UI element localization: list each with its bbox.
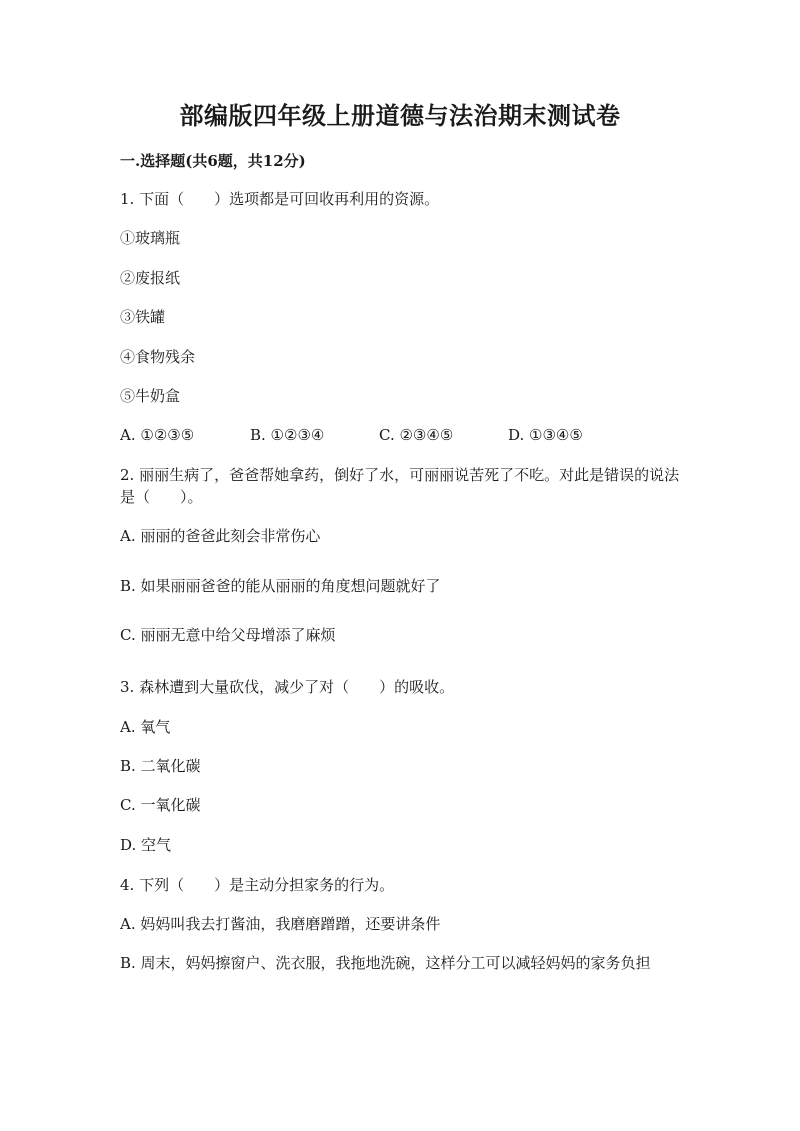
question-1-option-d: D. ①③④⑤ xyxy=(508,426,583,444)
question-1-item-3: ③铁罐 xyxy=(120,308,166,326)
question-3-option-c: C. 一氧化碳 xyxy=(120,796,201,814)
question-2-stem: 2. 丽丽生病了，爸爸帮她拿药，倒好了水，可丽丽说苦死了不吃。对此是错误的说法是（ ）。 xyxy=(120,466,680,506)
question-1-item-5: ⑤牛奶盒 xyxy=(120,387,181,405)
question-4-stem: 4. 下列（ ）是主动分担家务的行为。 xyxy=(120,876,395,894)
question-1-item-2: ②废报纸 xyxy=(120,269,181,287)
question-3-stem: 3. 森林遭到大量砍伐，减少了对（ ）的吸收。 xyxy=(120,678,455,696)
question-1-stem: 1. 下面（ ）选项都是可回收再利用的资源。 xyxy=(120,190,440,208)
question-1-item-1: ①玻璃瓶 xyxy=(120,229,181,247)
question-4-option-a: A. 妈妈叫我去打酱油，我磨磨蹭蹭，还要讲条件 xyxy=(120,915,441,933)
question-3-option-b: B. 二氧化碳 xyxy=(120,757,201,775)
question-3-option-a: A. 氧气 xyxy=(120,718,171,736)
question-2-option-b: B. 如果丽丽爸爸的能从丽丽的角度想问题就好了 xyxy=(120,577,441,595)
question-2-option-c: C. 丽丽无意中给父母增添了麻烦 xyxy=(120,626,336,644)
question-4-option-b: B. 周末，妈妈擦窗户、洗衣服，我拖地洗碗，这样分工可以减轻妈妈的家务负担 xyxy=(120,954,651,972)
question-2-option-a: A. 丽丽的爸爸此刻会非常伤心 xyxy=(120,527,321,545)
page-title: 部编版四年级上册道德与法治期末测试卷 xyxy=(179,101,621,130)
question-1-option-c: C. ②③④⑤ xyxy=(379,426,454,444)
section-heading-multiple-choice: 一.选择题(共6题，共12分) xyxy=(120,152,306,170)
question-1-option-a: A. ①②③⑤ xyxy=(120,426,195,444)
question-1-option-b: B. ①②③④ xyxy=(250,426,325,444)
question-3-option-d: D. 空气 xyxy=(120,836,172,854)
question-1-item-4: ④食物残余 xyxy=(120,348,196,366)
